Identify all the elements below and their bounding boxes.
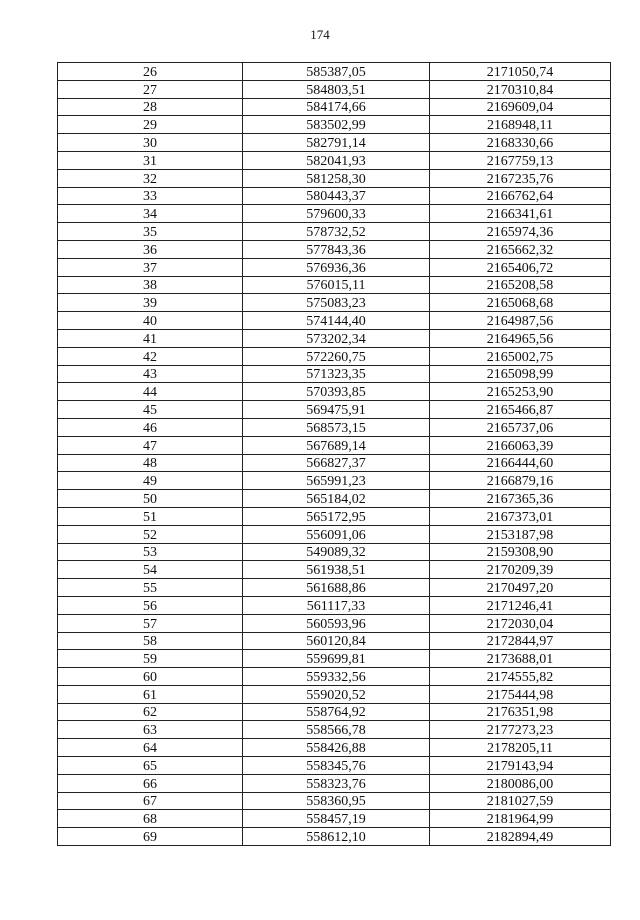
x-coordinate-cell: 571323,35 (243, 365, 430, 383)
x-coordinate-cell: 576015,11 (243, 276, 430, 294)
table-row (58, 632, 611, 650)
table-row (58, 169, 611, 187)
point-number-cell: 57 (58, 614, 243, 632)
y-coordinate-cell: 2165662,32 (430, 240, 611, 258)
table-row (58, 774, 611, 792)
table-row (58, 525, 611, 543)
x-coordinate-cell: 577843,36 (243, 240, 430, 258)
point-number-cell: 32 (58, 169, 243, 187)
table-row (58, 401, 611, 419)
x-coordinate-cell: 585387,05 (243, 63, 430, 81)
y-coordinate-cell: 2182894,49 (430, 828, 611, 846)
point-number-cell: 33 (58, 187, 243, 205)
table-row (58, 240, 611, 258)
table-row (58, 685, 611, 703)
table-row (58, 596, 611, 614)
x-coordinate-cell: 574144,40 (243, 312, 430, 330)
x-coordinate-cell: 560593,96 (243, 614, 430, 632)
point-number-cell: 51 (58, 507, 243, 525)
point-number-cell: 60 (58, 668, 243, 686)
x-coordinate-cell: 572260,75 (243, 347, 430, 365)
x-coordinate-cell: 578732,52 (243, 223, 430, 241)
y-coordinate-cell: 2153187,98 (430, 525, 611, 543)
x-coordinate-cell: 559699,81 (243, 650, 430, 668)
y-coordinate-cell: 2181027,59 (430, 792, 611, 810)
x-coordinate-cell: 584803,51 (243, 80, 430, 98)
x-coordinate-cell: 575083,23 (243, 294, 430, 312)
x-coordinate-cell: 584174,66 (243, 98, 430, 116)
y-coordinate-cell: 2179143,94 (430, 757, 611, 775)
x-coordinate-cell: 570393,85 (243, 383, 430, 401)
point-number-cell: 48 (58, 454, 243, 472)
point-number-cell: 54 (58, 561, 243, 579)
table-row (58, 116, 611, 134)
y-coordinate-cell: 2159308,90 (430, 543, 611, 561)
point-number-cell: 52 (58, 525, 243, 543)
y-coordinate-cell: 2166341,61 (430, 205, 611, 223)
y-coordinate-cell: 2165068,68 (430, 294, 611, 312)
table-row (58, 507, 611, 525)
y-coordinate-cell: 2165406,72 (430, 258, 611, 276)
table-row (58, 454, 611, 472)
point-number-cell: 53 (58, 543, 243, 561)
table-row (58, 614, 611, 632)
table-row (58, 650, 611, 668)
y-coordinate-cell: 2164987,56 (430, 312, 611, 330)
table-row (58, 436, 611, 454)
point-number-cell: 45 (58, 401, 243, 419)
point-number-cell: 41 (58, 329, 243, 347)
x-coordinate-cell: 558457,19 (243, 810, 430, 828)
point-number-cell: 37 (58, 258, 243, 276)
point-number-cell: 36 (58, 240, 243, 258)
point-number-cell: 26 (58, 63, 243, 81)
table-row (58, 739, 611, 757)
y-coordinate-cell: 2172844,97 (430, 632, 611, 650)
point-number-cell: 69 (58, 828, 243, 846)
point-number-cell: 35 (58, 223, 243, 241)
point-number-cell: 46 (58, 418, 243, 436)
y-coordinate-cell: 2171246,41 (430, 596, 611, 614)
y-coordinate-cell: 2166762,64 (430, 187, 611, 205)
y-coordinate-cell: 2173688,01 (430, 650, 611, 668)
point-number-cell: 65 (58, 757, 243, 775)
y-coordinate-cell: 2175444,98 (430, 685, 611, 703)
y-coordinate-cell: 2168330,66 (430, 134, 611, 152)
table-body (58, 63, 611, 846)
table-row (58, 668, 611, 686)
y-coordinate-cell: 2172030,04 (430, 614, 611, 632)
table-row (58, 472, 611, 490)
x-coordinate-cell: 560120,84 (243, 632, 430, 650)
y-coordinate-cell: 2165208,58 (430, 276, 611, 294)
x-coordinate-cell: 567689,14 (243, 436, 430, 454)
y-coordinate-cell: 2167235,76 (430, 169, 611, 187)
y-coordinate-cell: 2170497,20 (430, 579, 611, 597)
x-coordinate-cell: 558612,10 (243, 828, 430, 846)
y-coordinate-cell: 2165253,90 (430, 383, 611, 401)
y-coordinate-cell: 2170310,84 (430, 80, 611, 98)
y-coordinate-cell: 2180086,00 (430, 774, 611, 792)
table-row (58, 561, 611, 579)
table-row (58, 151, 611, 169)
point-number-cell: 62 (58, 703, 243, 721)
point-number-cell: 55 (58, 579, 243, 597)
y-coordinate-cell: 2167373,01 (430, 507, 611, 525)
y-coordinate-cell: 2166879,16 (430, 472, 611, 490)
point-number-cell: 66 (58, 774, 243, 792)
x-coordinate-cell: 558345,76 (243, 757, 430, 775)
table-row (58, 205, 611, 223)
point-number-cell: 44 (58, 383, 243, 401)
x-coordinate-cell: 582041,93 (243, 151, 430, 169)
y-coordinate-cell: 2166063,39 (430, 436, 611, 454)
x-coordinate-cell: 583502,99 (243, 116, 430, 134)
y-coordinate-cell: 2167365,36 (430, 490, 611, 508)
table-row (58, 80, 611, 98)
x-coordinate-cell: 565991,23 (243, 472, 430, 490)
table-row (58, 543, 611, 561)
x-coordinate-cell: 561938,51 (243, 561, 430, 579)
table-row (58, 365, 611, 383)
x-coordinate-cell: 565184,02 (243, 490, 430, 508)
y-coordinate-cell: 2170209,39 (430, 561, 611, 579)
x-coordinate-cell: 580443,37 (243, 187, 430, 205)
table-row (58, 98, 611, 116)
y-coordinate-cell: 2165737,06 (430, 418, 611, 436)
table-row (58, 276, 611, 294)
y-coordinate-cell: 2165002,75 (430, 347, 611, 365)
point-number-cell: 29 (58, 116, 243, 134)
point-number-cell: 63 (58, 721, 243, 739)
table-row (58, 703, 611, 721)
x-coordinate-cell: 559020,52 (243, 685, 430, 703)
point-number-cell: 67 (58, 792, 243, 810)
y-coordinate-cell: 2177273,23 (430, 721, 611, 739)
y-coordinate-cell: 2178205,11 (430, 739, 611, 757)
x-coordinate-cell: 558360,95 (243, 792, 430, 810)
x-coordinate-cell: 573202,34 (243, 329, 430, 347)
table-row (58, 757, 611, 775)
point-number-cell: 27 (58, 80, 243, 98)
x-coordinate-cell: 581258,30 (243, 169, 430, 187)
point-number-cell: 56 (58, 596, 243, 614)
point-number-cell: 59 (58, 650, 243, 668)
point-number-cell: 42 (58, 347, 243, 365)
table-row (58, 63, 611, 81)
point-number-cell: 31 (58, 151, 243, 169)
point-number-cell: 47 (58, 436, 243, 454)
x-coordinate-cell: 569475,91 (243, 401, 430, 419)
y-coordinate-cell: 2165466,87 (430, 401, 611, 419)
x-coordinate-cell: 558566,78 (243, 721, 430, 739)
x-coordinate-cell: 579600,33 (243, 205, 430, 223)
table-row (58, 792, 611, 810)
point-number-cell: 68 (58, 810, 243, 828)
table-row (58, 579, 611, 597)
table-row (58, 721, 611, 739)
point-number-cell: 50 (58, 490, 243, 508)
table-row (58, 134, 611, 152)
table-row (58, 347, 611, 365)
x-coordinate-cell: 576936,36 (243, 258, 430, 276)
x-coordinate-cell: 561117,33 (243, 596, 430, 614)
table-row (58, 187, 611, 205)
x-coordinate-cell: 556091,06 (243, 525, 430, 543)
point-number-cell: 34 (58, 205, 243, 223)
y-coordinate-cell: 2174555,82 (430, 668, 611, 686)
point-number-cell: 58 (58, 632, 243, 650)
y-coordinate-cell: 2167759,13 (430, 151, 611, 169)
y-coordinate-cell: 2164965,56 (430, 329, 611, 347)
y-coordinate-cell: 2169609,04 (430, 98, 611, 116)
x-coordinate-cell: 568573,15 (243, 418, 430, 436)
table-row (58, 490, 611, 508)
point-number-cell: 28 (58, 98, 243, 116)
point-number-cell: 64 (58, 739, 243, 757)
table-row (58, 223, 611, 241)
coordinates-table (57, 62, 611, 846)
y-coordinate-cell: 2181964,99 (430, 810, 611, 828)
table-row (58, 828, 611, 846)
point-number-cell: 49 (58, 472, 243, 490)
table-row (58, 810, 611, 828)
table-row (58, 258, 611, 276)
y-coordinate-cell: 2165098,99 (430, 365, 611, 383)
y-coordinate-cell: 2168948,11 (430, 116, 611, 134)
x-coordinate-cell: 582791,14 (243, 134, 430, 152)
point-number-cell: 30 (58, 134, 243, 152)
y-coordinate-cell: 2166444,60 (430, 454, 611, 472)
x-coordinate-cell: 558323,76 (243, 774, 430, 792)
table-row (58, 329, 611, 347)
table-row (58, 312, 611, 330)
point-number-cell: 39 (58, 294, 243, 312)
point-number-cell: 43 (58, 365, 243, 383)
x-coordinate-cell: 558764,92 (243, 703, 430, 721)
y-coordinate-cell: 2171050,74 (430, 63, 611, 81)
x-coordinate-cell: 566827,37 (243, 454, 430, 472)
table-row (58, 418, 611, 436)
point-number-cell: 38 (58, 276, 243, 294)
x-coordinate-cell: 561688,86 (243, 579, 430, 597)
x-coordinate-cell: 558426,88 (243, 739, 430, 757)
x-coordinate-cell: 559332,56 (243, 668, 430, 686)
x-coordinate-cell: 549089,32 (243, 543, 430, 561)
point-number-cell: 40 (58, 312, 243, 330)
table-row (58, 383, 611, 401)
table-row (58, 294, 611, 312)
y-coordinate-cell: 2165974,36 (430, 223, 611, 241)
point-number-cell: 61 (58, 685, 243, 703)
y-coordinate-cell: 2176351,98 (430, 703, 611, 721)
x-coordinate-cell: 565172,95 (243, 507, 430, 525)
page-number: 174 (310, 27, 330, 42)
